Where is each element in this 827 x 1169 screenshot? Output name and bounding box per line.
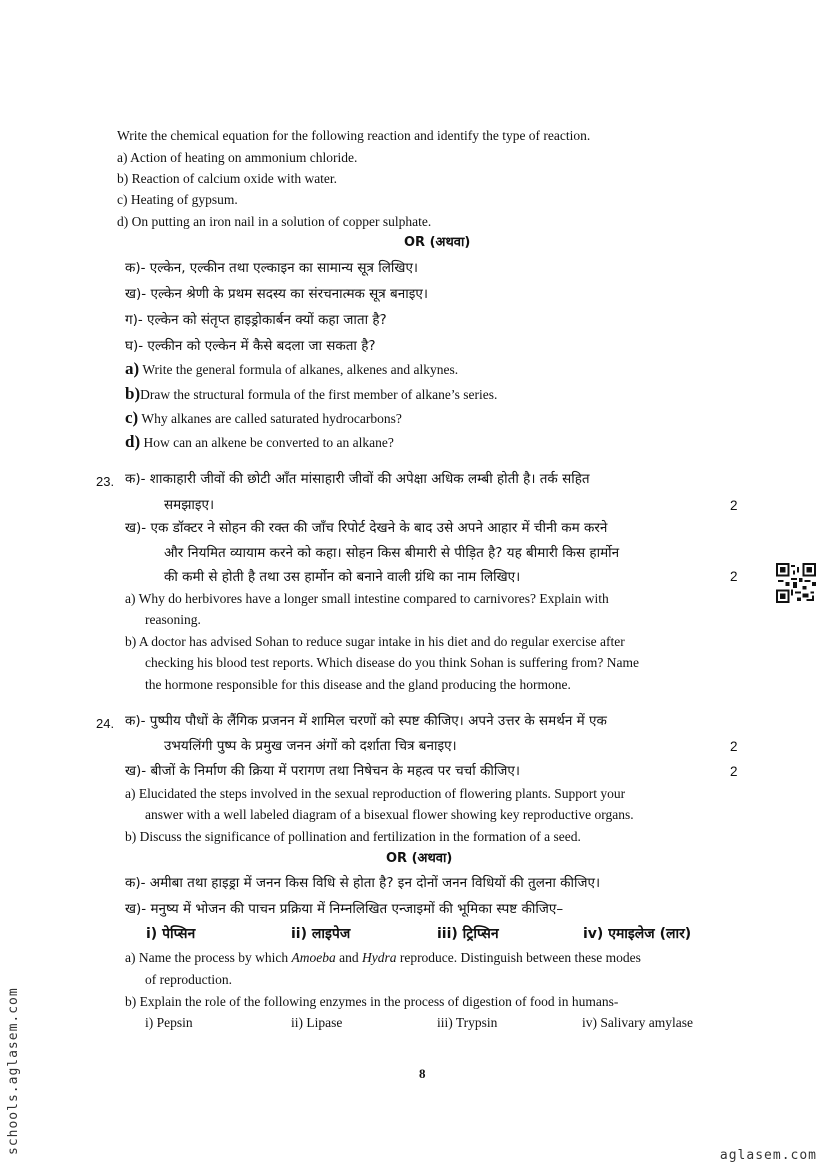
q22-english-a-label: a)	[125, 359, 140, 378]
q24-hindi-enzyme-1: i) पेप्सिन	[146, 926, 196, 942]
q22-hindi-b: ख)- एल्केन श्रेणी के प्रथम सदस्य का संरचनात्मक सूत्र बनाइए।	[125, 286, 428, 302]
q24-hindi-b: ख)- बीजों के निर्माण की क्रिया में परागण तथा निषेचन के महत्व पर चर्चा कीजिए।	[125, 763, 520, 779]
q22-english-d-label: d)	[125, 432, 141, 451]
q23-hindi-a-line1: क)- शाकाहारी जीवों की छोटी आँत मांसाहारी जीवों की अपेक्षा अधिक लम्बी होती है। तर्क सहित	[125, 471, 590, 487]
q23-mark-b: 2	[730, 569, 738, 584]
q24-english-c-line2: of reproduction.	[145, 972, 232, 987]
q22-english-a-text: Write the general formula of alkanes, alkenes and alkynes.	[142, 362, 459, 377]
q22-part-d: d) On putting an iron nail in a solution of copper sulphate.	[117, 214, 432, 229]
q24-english-c-post: reproduce. Distinguish between these modes	[396, 950, 641, 965]
q22-english-c-label: c)	[125, 408, 139, 427]
q22-english-b-label: b)	[125, 384, 141, 403]
q22-hindi-c: ग)- एल्केन को संतृप्त हाइड्रोकार्बन क्यों कहा जाता है?	[125, 312, 387, 328]
q24-or-heading: OR (अथवा)	[386, 851, 453, 866]
q24-hindi-c: क)- अमीबा तथा हाइड्रा में जनन किस विधि से होता है? इन दोनों जनन विधियों की तुलना कीजिए।	[125, 875, 601, 891]
q22-english-d-text: How can an alkene be converted to an alkane?	[143, 435, 394, 450]
watermark-left: schools.aglasem.com	[6, 987, 21, 1155]
q24-english-c-line1	[125, 950, 641, 966]
q23-hindi-b-line2: और नियमित व्यायाम करने को कहा। सोहन किस बीमारी से पीड़ित है? यह बीमारी किस हार्मोन	[164, 545, 620, 561]
q24-english-c-hydra: Hydra	[361, 950, 397, 965]
q24-hindi-enzyme-4: iv) एमाइलेज (लार)	[583, 926, 692, 942]
q22-part-a: a) Action of heating on ammonium chloride.	[117, 150, 358, 165]
q24-number: 24.	[96, 716, 115, 731]
q22-hindi-d: घ)- एल्कीन को एल्केन में कैसे बदला जा सकता है?	[125, 338, 376, 354]
q23-hindi-b-line3: की कमी से होती है तथा उस हार्मोन को बनाने वाली ग्रंथि का नाम लिखिए।	[164, 569, 521, 585]
q24-english-enzyme-4: iv) Salivary amylase	[582, 1015, 693, 1030]
q24-english-c-pre: a) Name the process by which	[125, 950, 292, 965]
q24-english-a-line2: answer with a well labeled diagram of a bisexual flower showing key reproductive organs.	[145, 807, 634, 822]
q22-english-c-text: Why alkanes are called saturated hydrocarbons?	[141, 411, 402, 426]
q24-english-a-line1: a) Elucidated the steps involved in the sexual reproduction of flowering plants. Support your	[125, 786, 626, 801]
q24-english-enzyme-2: ii) Lipase	[291, 1015, 343, 1030]
q23-english-b-line2: checking his blood test reports. Which disease do you think Sohan is suffering from? Name	[145, 655, 640, 670]
q22-stem: Write the chemical equation for the following reaction and identify the type of reaction.	[117, 128, 591, 143]
qr-code-icon	[776, 563, 816, 603]
q24-english-d: b) Explain the role of the following enzymes in the process of digestion of food in humans-	[125, 994, 619, 1009]
q24-english-enzyme-1: i) Pepsin	[145, 1015, 193, 1030]
q22-english-b-text: Draw the structural formula of the first member of alkane’s series.	[140, 387, 498, 402]
q23-english-a-line1: a) Why do herbivores have a longer small intestine compared to carnivores? Explain with	[125, 591, 609, 606]
q24-hindi-enzyme-2: ii) लाइपेज	[291, 926, 351, 942]
q24-english-enzyme-3: iii) Trypsin	[437, 1015, 498, 1030]
q24-english-c-and: and	[335, 950, 362, 965]
q22-english-d	[125, 434, 394, 451]
q24-mark-a: 2	[730, 739, 738, 754]
q23-english-b-line1: b) A doctor has advised Sohan to reduce sugar intake in his diet and do regular exercise after	[125, 634, 625, 649]
q23-english-a-line2: reasoning.	[145, 612, 201, 627]
q24-mark-b: 2	[730, 764, 738, 779]
q22-or-heading: OR (अथवा)	[404, 235, 471, 250]
q23-mark-a: 2	[730, 498, 738, 513]
q23-hindi-a-line2: समझाइए।	[164, 497, 215, 513]
q24-hindi-enzyme-3: iii) ट्रिप्सिन	[437, 926, 499, 942]
q22-hindi-a: क)- एल्केन, एल्कीन तथा एल्काइन का सामान्य सूत्र लिखिए।	[125, 260, 419, 276]
q22-part-b: b) Reaction of calcium oxide with water.	[117, 171, 338, 186]
q24-hindi-d: ख)- मनुष्य में भोजन की पाचन प्रक्रिया में निम्नलिखित एन्जाइमों की भूमिका स्पष्ट कीजिए–	[125, 901, 564, 917]
page-number: 8	[419, 1066, 426, 1081]
q22-part-c: c) Heating of gypsum.	[117, 192, 238, 207]
q22-english-a	[125, 361, 458, 378]
q23-number: 23.	[96, 474, 115, 489]
q24-english-c-amoeba: Amoeba	[291, 950, 336, 965]
q22-english-b	[125, 386, 497, 403]
watermark-right: aglasem.com	[719, 1148, 817, 1163]
q23-english-b-line3: the hormone responsible for this disease and the gland producing the hormone.	[145, 677, 571, 692]
q22-english-c	[125, 410, 402, 427]
q24-english-b: b) Discuss the significance of pollination and fertilization in the formation of a seed.	[125, 829, 581, 844]
q24-hindi-a-line1: क)- पुष्पीय पौधों के लैंगिक प्रजनन में शामिल चरणों को स्पष्ट कीजिए। अपने उत्तर के समर्थन में एक	[125, 713, 607, 729]
q24-hindi-a-line2: उभयलिंगी पुष्प के प्रमुख जनन अंगों को दर्शाता चित्र बनाइए।	[164, 738, 457, 754]
q23-hindi-b-line1: ख)- एक डॉक्टर ने सोहन की रक्त की जाँच रिपोर्ट देखने के बाद उसे अपने आहार में चीनी कम करने	[125, 520, 608, 536]
